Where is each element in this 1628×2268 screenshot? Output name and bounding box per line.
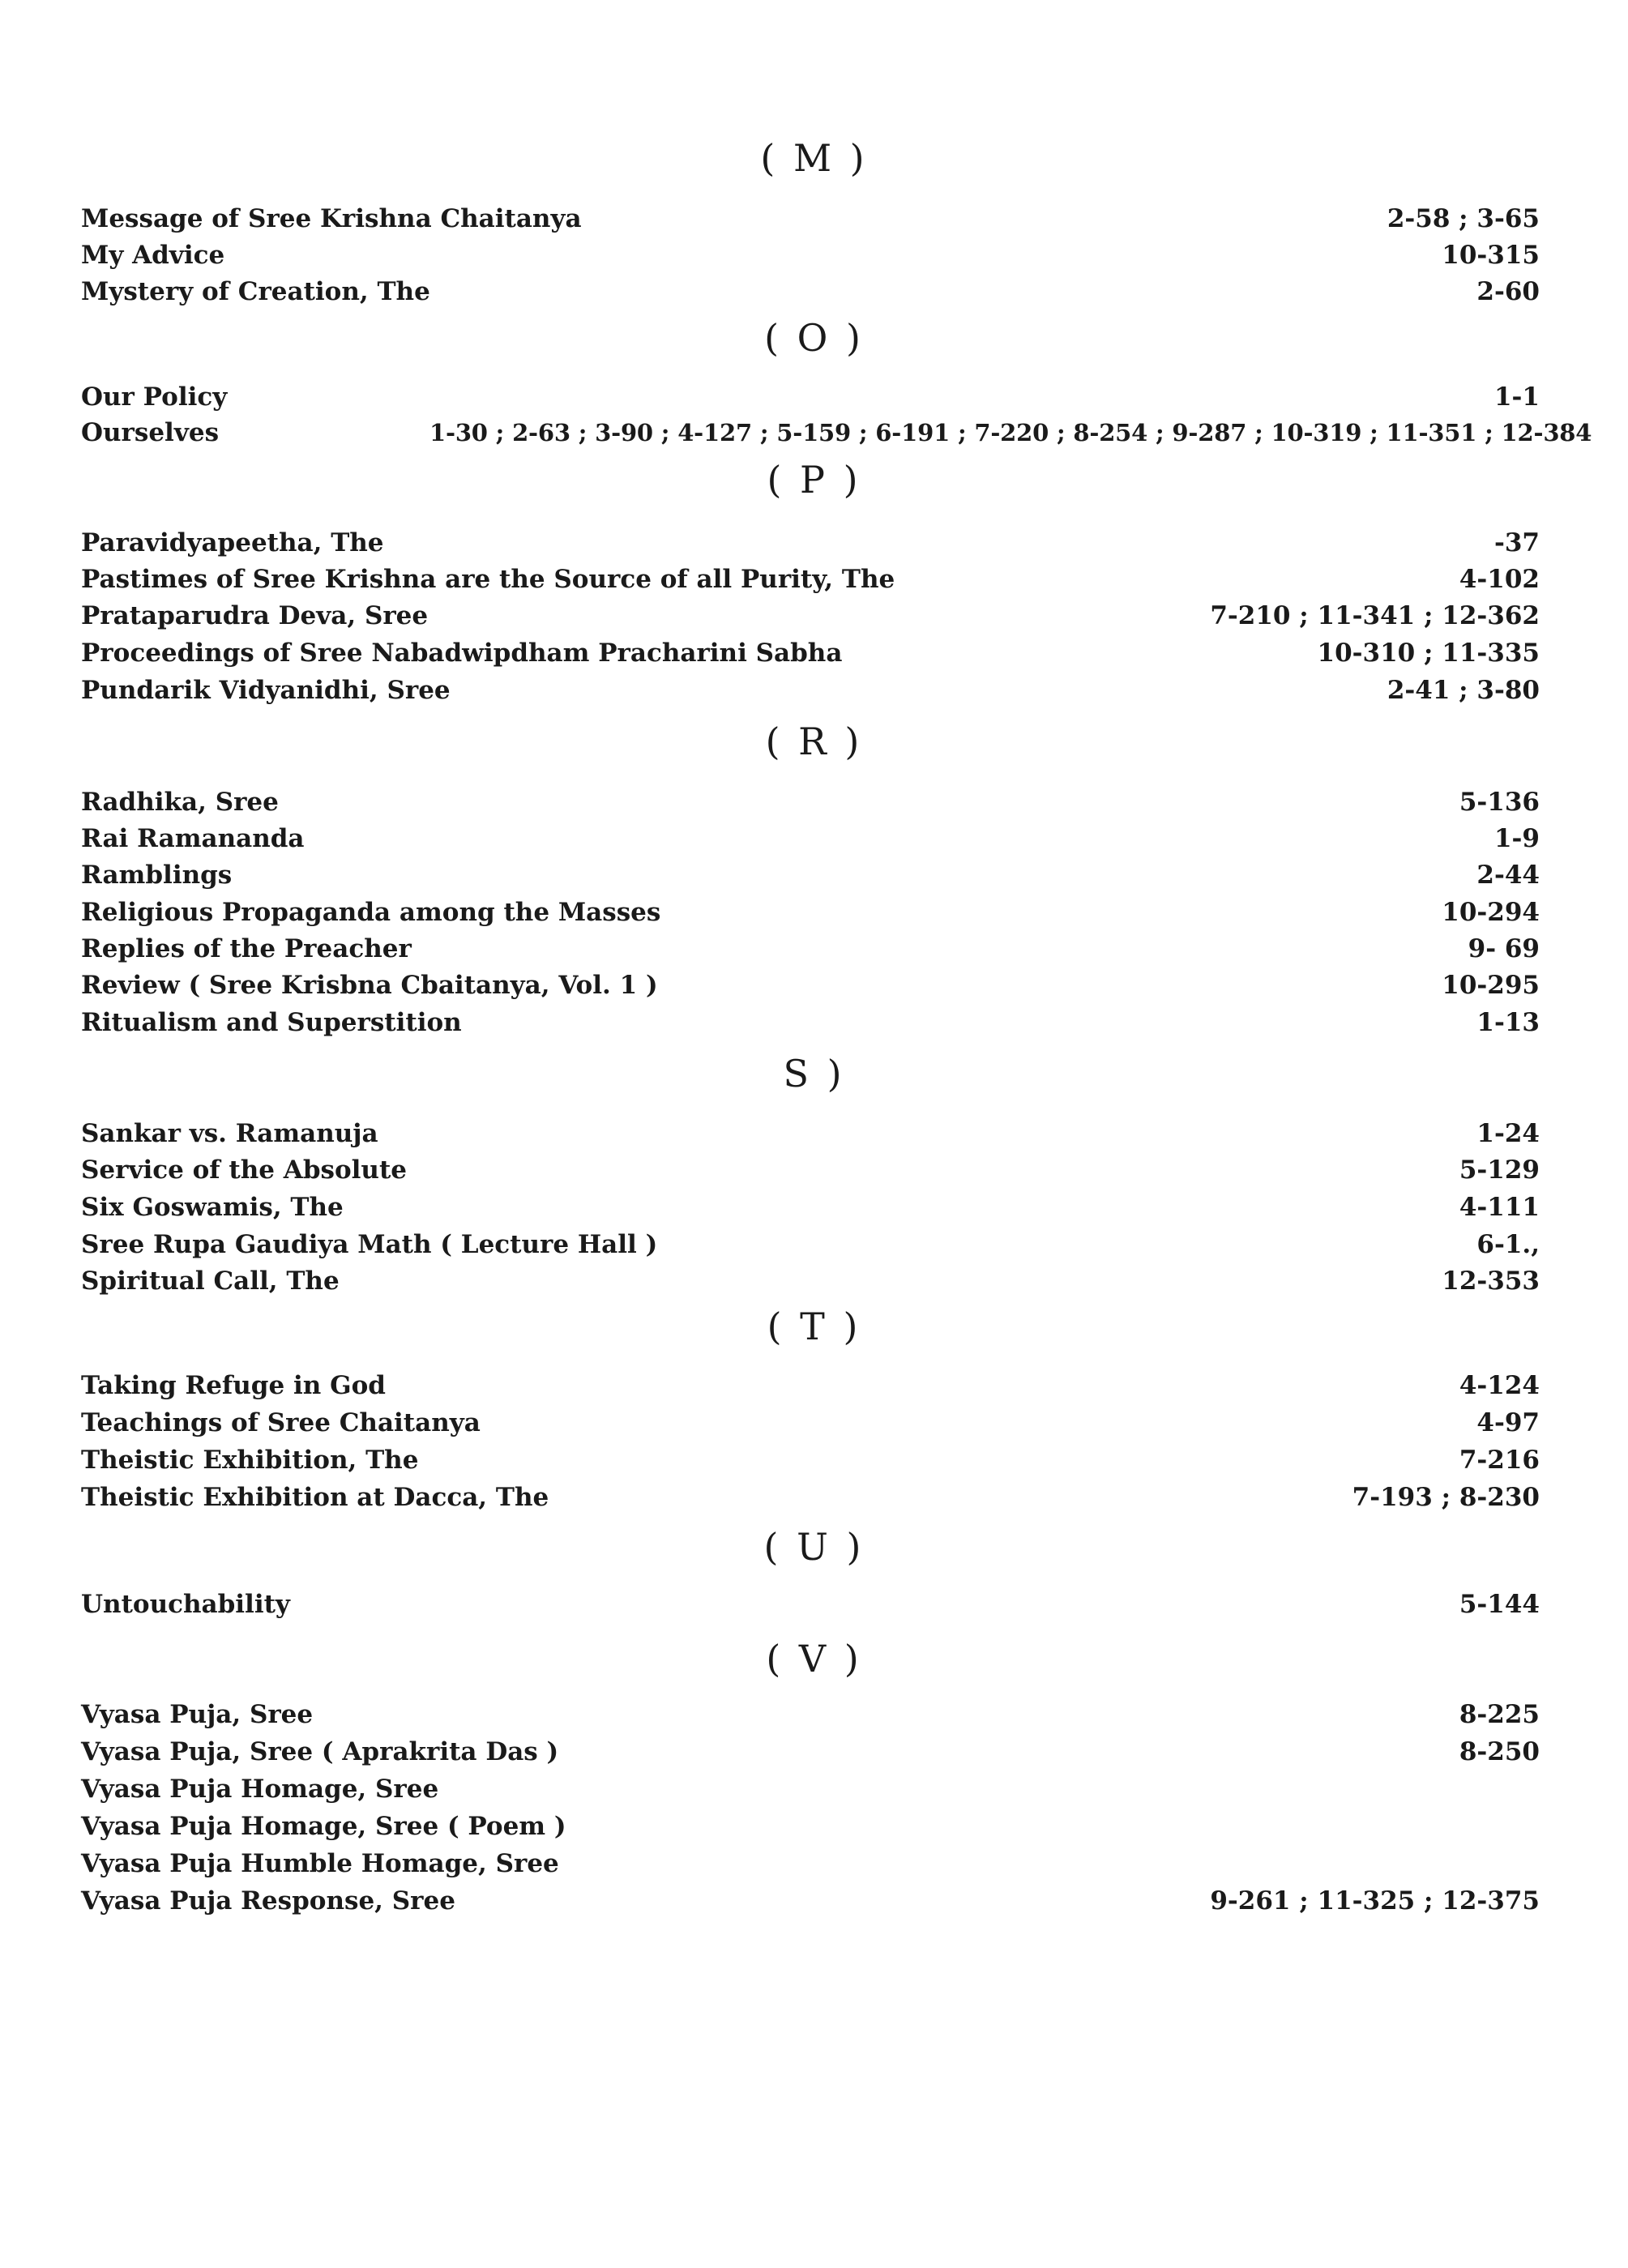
entry-refs: 1-30 ; 2-63 ; 3-90 ; 4-127 ; 5-159 ; 6-191 ; 7-220 ; 8-254 ; 9-287 ; 10-319 ; 11-351 ; 12-384 xyxy=(429,419,1592,446)
entry-title: Six Goswamis, The xyxy=(81,1193,344,1222)
entry-title: Sankar vs. Ramanuja xyxy=(81,1119,378,1148)
index-entry xyxy=(81,857,1540,893)
entry-title: Ourselves xyxy=(81,418,220,447)
index-entry xyxy=(81,1734,1540,1770)
entry-refs: 1-13 xyxy=(1476,1008,1540,1037)
index-entry xyxy=(81,1809,1540,1844)
index-entry xyxy=(81,1005,1540,1040)
entry-refs: 4-124 xyxy=(1459,1371,1540,1400)
entry-refs: 9- 69 xyxy=(1468,934,1540,963)
entry-title: Taking Refuge in God xyxy=(81,1371,386,1400)
entry-title: Service of the Absolute xyxy=(81,1155,408,1185)
entry-refs: 10-310 ; 11-335 xyxy=(1317,639,1540,668)
index-entry xyxy=(81,821,1540,856)
section-heading-r: ( R ) xyxy=(765,720,863,763)
index-entry xyxy=(81,967,1540,1003)
index-entry xyxy=(81,1405,1540,1441)
entry-title: Prataparudra Deva, Sree xyxy=(81,601,429,630)
index-entry xyxy=(81,1587,1540,1622)
index-entry xyxy=(81,931,1540,967)
entry-refs: 9-261 ; 11-325 ; 12-375 xyxy=(1210,1886,1540,1916)
index-entry xyxy=(81,895,1540,930)
entry-title: Replies of the Preacher xyxy=(81,934,412,963)
entry-title: Mystery of Creation, The xyxy=(81,277,430,306)
index-entry xyxy=(81,1227,1540,1262)
entry-title: Teachings of Sree Chaitanya xyxy=(81,1408,481,1437)
index-entry xyxy=(81,784,1540,820)
entry-refs: 10-315 xyxy=(1442,241,1540,270)
index-entry xyxy=(81,1846,1540,1881)
entry-refs: 2-41 ; 3-80 xyxy=(1387,676,1540,705)
entry-refs: 6-1., xyxy=(1476,1230,1540,1259)
index-entry xyxy=(81,673,1540,708)
entry-title: Ritualism and Superstition xyxy=(81,1008,462,1037)
entry-refs: 8-250 xyxy=(1459,1737,1540,1766)
entry-refs: -37 xyxy=(1493,528,1540,557)
index-entry xyxy=(81,1152,1540,1188)
section-heading-v: ( V ) xyxy=(766,1637,862,1681)
entry-title: Vyasa Puja Response, Sree xyxy=(81,1886,455,1916)
section-heading-t: ( T ) xyxy=(767,1305,861,1348)
entry-title: Vyasa Puja Homage, Sree xyxy=(81,1775,439,1804)
section-heading-s: S ) xyxy=(783,1052,845,1096)
section-heading-p: ( P ) xyxy=(767,458,861,502)
entry-refs: 4-111 xyxy=(1459,1193,1540,1222)
entry-title: My Advice xyxy=(81,241,225,270)
index-entry xyxy=(81,1442,1540,1478)
index-entry xyxy=(81,274,1540,310)
index-entry xyxy=(81,415,1592,451)
entry-refs: 12-353 xyxy=(1442,1266,1540,1296)
section-heading-u: ( U ) xyxy=(763,1525,865,1569)
entry-refs: 5-129 xyxy=(1459,1155,1540,1185)
entry-refs: 4-102 xyxy=(1459,565,1540,594)
entry-title: Theistic Exhibition at Dacca, The xyxy=(81,1483,549,1512)
entry-refs: 7-216 xyxy=(1459,1446,1540,1475)
index-entry xyxy=(81,237,1540,273)
entry-title: Our Policy xyxy=(81,382,228,412)
index-entry xyxy=(81,379,1540,415)
entry-title: Theistic Exhibition, The xyxy=(81,1446,419,1475)
entry-title: Vyasa Puja Homage, Sree ( Poem ) xyxy=(81,1812,566,1841)
entry-refs: 5-144 xyxy=(1459,1590,1540,1619)
index-entry xyxy=(81,598,1540,634)
entry-title: Pundarik Vidyanidhi, Sree xyxy=(81,676,451,705)
entry-title: Review ( Sree Krisbna Cbaitanya, Vol. 1 ) xyxy=(81,971,658,1000)
index-entry xyxy=(81,1368,1540,1403)
entry-title: Untouchability xyxy=(81,1590,290,1619)
entry-refs: 4-97 xyxy=(1476,1408,1540,1437)
entry-title: Paravidyapeetha, The xyxy=(81,528,384,557)
entry-title: Ramblings xyxy=(81,861,233,890)
index-entry xyxy=(81,1263,1540,1299)
entry-refs: 1-1 xyxy=(1493,382,1540,412)
entry-refs: 2-58 ; 3-65 xyxy=(1387,204,1540,233)
entry-title: Message of Sree Krishna Chaitanya xyxy=(81,204,582,233)
index-entry xyxy=(81,1116,1540,1151)
entry-refs: 1-9 xyxy=(1493,824,1540,853)
entry-refs: 7-210 ; 11-341 ; 12-362 xyxy=(1210,601,1540,630)
entry-title: Rai Ramananda xyxy=(81,824,305,853)
section-heading-o: ( O ) xyxy=(764,316,864,360)
index-entry xyxy=(81,525,1540,561)
entry-refs: 7-193 ; 8-230 xyxy=(1352,1483,1540,1512)
entry-title: Religious Propaganda among the Masses xyxy=(81,898,661,927)
entry-title: Vyasa Puja, Sree xyxy=(81,1700,314,1729)
index-entry xyxy=(81,562,1540,597)
entry-refs: 1-24 xyxy=(1476,1119,1540,1148)
index-entry xyxy=(81,201,1540,237)
index-entry xyxy=(81,1480,1540,1515)
entry-refs: 2-60 xyxy=(1476,277,1540,306)
index-entry xyxy=(81,1883,1540,1919)
entry-refs: 5-136 xyxy=(1459,788,1540,817)
section-heading-m: ( M ) xyxy=(760,136,868,180)
entry-title: Sree Rupa Gaudiya Math ( Lecture Hall ) xyxy=(81,1230,658,1259)
index-entry xyxy=(81,635,1540,671)
entry-title: Spiritual Call, The xyxy=(81,1266,340,1296)
entry-title: Proceedings of Sree Nabadwipdham Pracharini Sabha xyxy=(81,639,843,668)
entry-refs: 10-295 xyxy=(1442,971,1540,1000)
index-entry xyxy=(81,1190,1540,1225)
index-entry xyxy=(81,1771,1540,1807)
entry-refs: 8-225 xyxy=(1459,1700,1540,1729)
entry-title: Vyasa Puja, Sree ( Aprakrita Das ) xyxy=(81,1737,559,1766)
index-entry xyxy=(81,1697,1540,1732)
entry-refs: 10-294 xyxy=(1442,898,1540,927)
entry-title: Vyasa Puja Humble Homage, Sree xyxy=(81,1849,559,1878)
entry-refs: 2-44 xyxy=(1476,861,1540,890)
entry-title: Pastimes of Sree Krishna are the Source of all Purity, The xyxy=(81,565,895,594)
entry-title: Radhika, Sree xyxy=(81,788,279,817)
